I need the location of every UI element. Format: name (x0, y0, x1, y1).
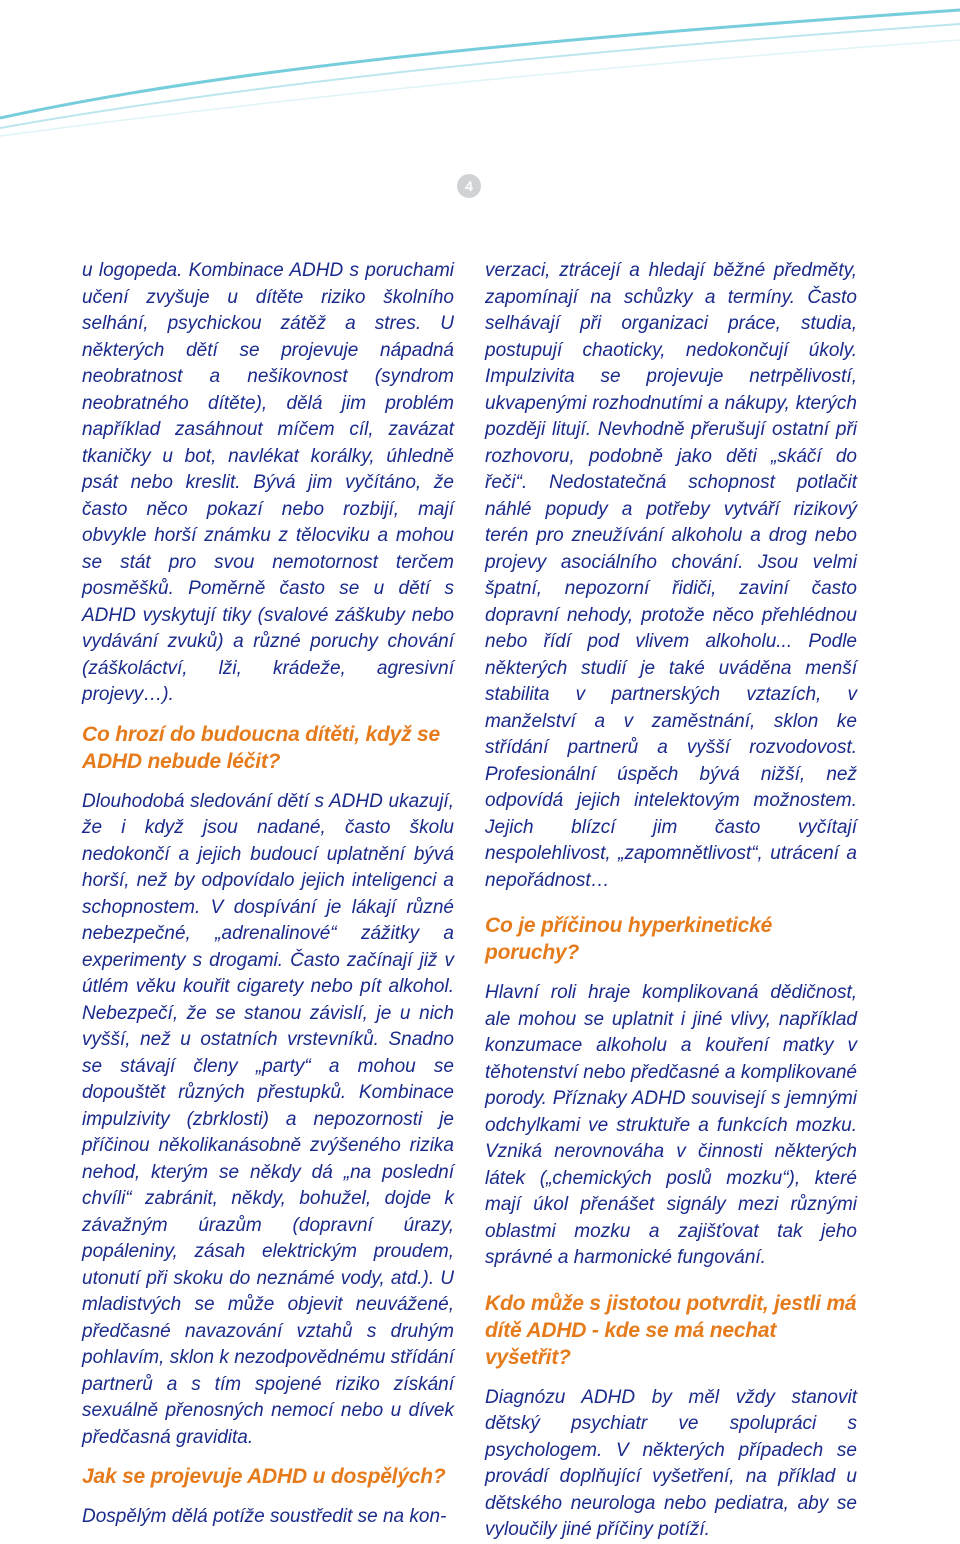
left-paragraph-1: u logopeda. Kombinace ADHD s poruchami učení zvyšuje u dítěte riziko školního selhání, psychickou zátěž a stres. U některých dětí se projevuje nápadná neobratnost a nešikovnost (syndrom neobratného dítěte), dělá jim problém například zasáhnout míčem cíl, zavázat tkaničky u bot, navlékat korálky, úhledně psát nebo kreslit. Bývá jim vyčítáno, že často něco pokazí nebo rozbijí, mají obvykle horší známku z tělocviku a mohou se stát pro svou nemotornost terčem posměšků. Poměrně často se u dětí s ADHD vyskytují tiky (svalové záškuby nebo vydávání zvuků) a různé poruchy chování (záškoláctví, lži, krádeže, agresivní projevy…). (82, 260, 454, 705)
left-paragraph-2: Dlouhodobá sledování dětí s ADHD ukazují, že i když jsou nadané, často školu nedokončí a jejich budoucí uplatnění bývá horší, než by odpovídalo jejich inteligenci a schopnostem. V dospívání je lákají různé nebezpečné, „adrenalinové“ zážitky a experimenty s drogami. Často začínají již v útlém věku kouřit cigarety nebo pít alkohol. Nebezpečí, že se stanou závislí, je u nich vyšší, než u ostatních vrstevníků. Snadno se stávají členy „party“ a mohou se dopouštět různých přestupků. Kombinace impulzivity (zbrklosti) a nepozornosti je příčinou několikanásobně zvýšeného rizika nehod, kterým se někdy dá „na poslední chvíli“ zabránit, někdy, bohužel, dojde k závažným úrazům (dopravní úrazy, popáleniny, zásah elektrickým proudem, utonutí při skoku do neznámé vody, atd.). U mladistvých se může objevit neuvážené, předčasné navazování vztahů s druhým pohlavím, sklon k nezodpovědnému střídání partnerů a s tím spojené riziko získání sexuálně přenosných nemocí nebo u dívek předčasná gravidita. (82, 790, 454, 1448)
left-heading-consequences: Co hrozí do budoucna dítěti, když se ADHD nebude léčit? (82, 722, 440, 773)
right-heading-causes: Co je příčinou hyperkinetické poruchy? (485, 914, 773, 964)
right-heading-diagnosis: Kdo může s jistotou potvrdit, jestli má dítě ADHD - kde se má nechat vyšetřit? (485, 1291, 857, 1369)
right-paragraph-1: verzaci, ztrácejí a hledají běžné předměty, zapomínají na schůzky a termíny. Často selhávají při organizaci práce, studia, postupují chaoticky, nedokončují úkoly. Impulzivita se projevuje netrpělivostí, ukvapenými rozhodnutími a nákupy, kterých později litují. Nevhodně přerušují ostatní při rozhovoru, podobně jako děti „skáčí do řeči“. Nedostatečná schopnost potlačit náhlé popudy a potřeby vytváří rizikový terén pro zneužívání alkoholu a drog nebo projevy asociálního chování. Jsou velmi špatní, nepozorní řidiči, zaviní často dopravní nehody, protože něco přehlédnou nebo řídí pod vlivem alkoholu... Podle některých studií je také uváděna menší stabilita v partnerských vztazích, v manželství a v zaměstnání, sklon ke střídání partnerů a vyšší rozvodovost. Profesionální úspěch bývá nižší, než odpovídá jejich intelektovým možnostem. Jejich blízcí jim často vyčítají nespolehlivost, „zapomnětlivost“, utrácení a nepořádnost… (485, 260, 857, 891)
page-number-badge: 4 (457, 174, 481, 198)
right-column (485, 258, 857, 1544)
left-column (82, 258, 454, 1531)
decorative-wave-header (0, 0, 960, 140)
right-paragraph-3: Diagnózu ADHD by měl vždy stanovit dětský psychiatr ve spolupráci s psychologem. V některých případech se provádí doplňující vyšetření, na příklad u dětského neurologa nebo pediatra, aby se vyloučily jiné příčiny potíží. (485, 1386, 857, 1540)
right-paragraph-2: Hlavní roli hraje komplikovaná dědičnost, ale mohou se uplatnit i jiné vlivy, například konzumace alkoholu a kouření matky v těhotenství nebo předčasné a komplikované porody. Příznaky ADHD souvisejí s jemnými odchylkami ve struktuře a funkcích mozku. Vzniká nerovnováha v činnosti některých látek („chemických poslů mozku“), které mají úkol přenášet signály mezi různými oblastmi mozku a zajišťovat tak jeho správné a harmonické fungování. (485, 982, 857, 1268)
left-heading-adults: Jak se projevuje ADHD u dospělých? (82, 1465, 446, 1488)
left-paragraph-3: Dospělým dělá potíže soustředit se na kon- (82, 1506, 447, 1527)
